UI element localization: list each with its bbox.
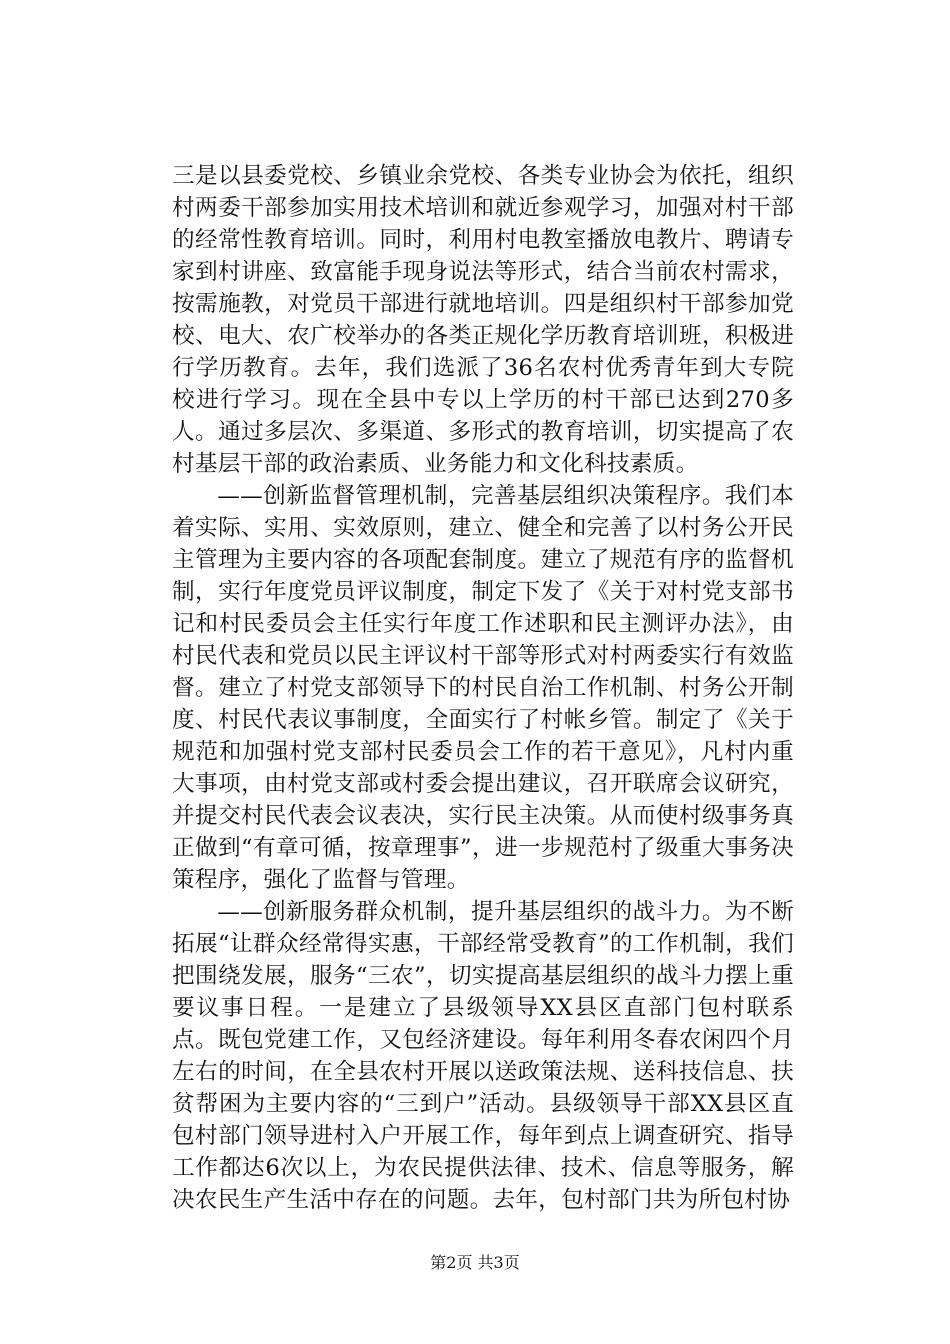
document-body [172, 160, 794, 1216]
paragraph-training-continuation: 三是以县委党校、乡镇业余党校、各类专业协会为依托，组织村两委干部参加实用技术培训和就近参观学习，加强对村干部的经常性教育培训。同时，利用村电教室播放电教片、聘请专家到村讲座、致富能手现身说法等形式，结合当前农村需求，按需施教，对党员干部进行就地培训。四是组织村干部参加党校、电大、农广校举办的各类正规化学历教育培训班，积极进行学历教育。去年，我们选派了36名农村优秀青年到大专院校进行学习。现在全县中专以上学历的村干部已达到270多人。通过多层次、多渠道、多形式的教育培训，切实提高了农村基层干部的政治素质、业务能力和文化科技素质。 [172, 163, 794, 477]
paragraph-supervision-mechanism: ——创新监督管理机制，完善基层组织决策程序。我们本着实际、实用、实效原则，建立、健全和完善了以村务公开民主管理为主要内容的各项配套制度。建立了规范有序的监督机制，实行年度党员评议制度，制定下发了《关于对村党支部书记和村民委员会主任实行年度工作述职和民主测评办法》，由村民代表和党员以民主评议村干部等形式对村两委实行有效监督。建立了村党支部领导下的村民自治工作机制、村务公开制度、村民代表议事制度，全面实行了村帐乡管。制定了《关于规范和加强村党支部村民委员会工作的若干意见》，凡村内重大事项，由村党支部或村委会提出建议，召开联席会议研究，并提交村民代表会议表决，实行民主决策。从而使村级事务真正做到“有章可循，按章理事”，进一步规范村了级重大事务决策程序，强化了监督与管理。 [172, 483, 794, 893]
page-number: 第2页 共3页 [430, 1253, 520, 1272]
paragraph-service-mechanism: ——创新服务群众机制，提升基层组织的战斗力。为不断拓展“让群众经常得实惠，干部经常受教育”的工作机制，我们把围绕发展，服务“三农”，切实提高基层组织的战斗力摆上重要议事日程。一是建立了县级领导XX县区直部门包村联系点。既包党建工作，又包经济建设。每年利用冬春农闲四个月左右的时间，在全县农村开展以送政策法规、送科技信息、扶贫帮困为主要内容的“三到户”活动。县级领导干部XX县区直包村部门领导进村入户开展工作，每年到点上调查研究、指导工作都达6次以上，为农民提供法律、技术、信息等服务，解决农民生产生活中存在的问题。去年，包村部门共为所包村协 [172, 899, 794, 1213]
page-footer [0, 1253, 950, 1273]
